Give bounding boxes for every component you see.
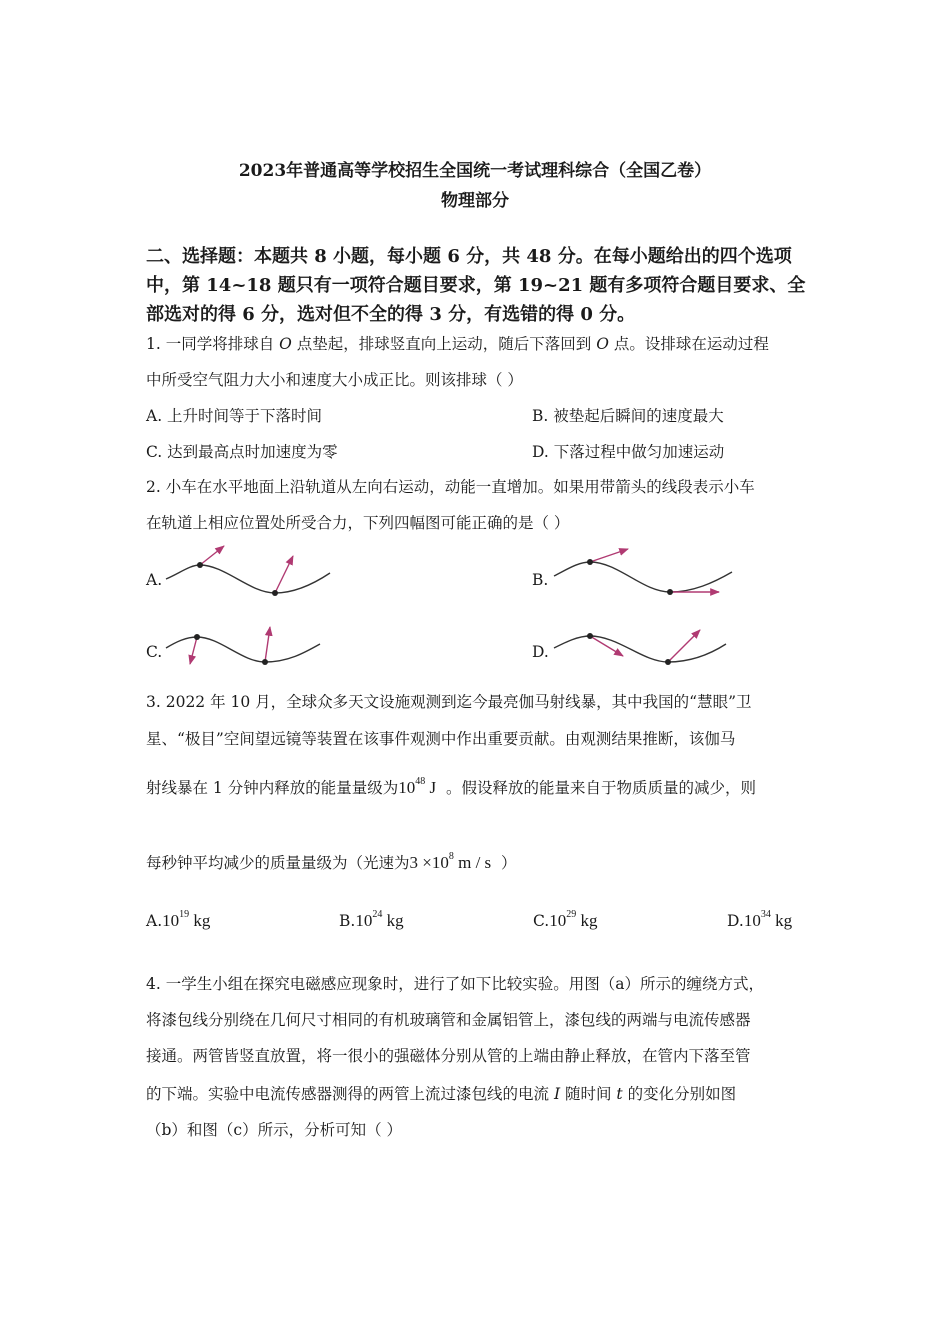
q3-stem-line2: 星、“极目”空间望远镜等装置在该事件观测中作出重要贡献。由观测结果推断，该伽马 [146, 730, 736, 748]
q3-stem-line4: 每秒钟平均减少的质量量级为（光速为$3 \times 10^8$ m / s ） [146, 851, 517, 872]
point-o-symbol: O [596, 335, 609, 353]
q4-stem-line3: 接通。两管皆竖直放置，将一很小的强磁体分别从管的上端由静止释放，在管内下落至管 [146, 1047, 751, 1065]
force-arrow [590, 549, 628, 562]
force-arrow [275, 556, 293, 593]
q3-option-b[interactable]: $B.10^{24}$ kg [339, 909, 404, 930]
force-arrow [668, 630, 700, 662]
force-arrow [200, 546, 224, 565]
track-curve [166, 565, 330, 593]
q1-option-c[interactable]: C. 达到最高点时加速度为零 [146, 443, 338, 461]
q4-stem-line1: 4. 一学生小组在探究电磁感应现象时，进行了如下比较实验。用图（a）所示的缠绕方式， [146, 975, 764, 993]
q2-option-c-label[interactable]: C. [146, 643, 163, 661]
car-dot [667, 589, 673, 595]
car-dot [665, 659, 671, 665]
section-heading-line1: 二、选择题：本题共 8 小题，每小题 6 分，共 48 分。在每小题给出的四个选项 [146, 246, 792, 267]
q4-stem-line2: 将漆包线分别绕在几何尺寸相同的有机玻璃管和金属铝管上，漆包线的两端与电流传感器 [146, 1011, 751, 1029]
q1-option-b[interactable]: B. 被垫起后瞬间的速度最大 [532, 407, 724, 425]
car-dot [272, 590, 278, 596]
q3-stem-line3: 射线暴在 1 分钟内释放的能量量级为$10^{48}$ J 。假设释放的能量来自于物质质量的减少，则 [146, 776, 756, 797]
force-arrow [190, 637, 197, 664]
point-o-symbol: O [279, 335, 292, 353]
car-dot [197, 562, 203, 568]
q2-stem-line2: 在轨道上相应位置处所受合力，下列四幅图可能正确的是（ ） [146, 514, 570, 532]
time-symbol: t [616, 1085, 623, 1103]
energy-expression: $10^{48}$ J [398, 776, 437, 797]
section-heading-line3: 部选对的得 6 分，选对但不全的得 3 分，有选错的得 0 分。 [146, 304, 636, 325]
q2-figure-a [160, 535, 340, 605]
car-dot [194, 634, 200, 640]
q1-option-d[interactable]: D. 下落过程中做匀加速运动 [532, 443, 725, 461]
exam-title: 2023年普通高等学校招生全国统一考试理科综合（全国乙卷） [238, 161, 712, 181]
track-curve [554, 636, 726, 662]
car-dot [587, 633, 593, 639]
q3-option-d[interactable]: $D.10^{34}$ kg [727, 909, 793, 930]
q2-figure-b [548, 535, 738, 605]
section-heading-line2: 中，第 14~18 题只有一项符合题目要求，第 19~21 题有多项符合题目要求、全 [146, 275, 806, 296]
exam-subtitle: 物理部分 [441, 191, 509, 211]
light-speed-expression: $3 \times 10^8$ m / s [409, 851, 492, 872]
q2-option-a-label[interactable]: A. [146, 571, 163, 589]
q3-option-a[interactable]: $A.10^{19}$ kg [146, 909, 211, 930]
track-curve [554, 562, 732, 592]
q3-stem-line1: 3. 2022 年 10 月，全球众多天文设施观测到迄今最亮伽马射线暴，其中我国的“慧眼”卫 [146, 693, 752, 711]
car-dot [587, 559, 593, 565]
q2-stem-line1: 2. 小车在水平地面上沿轨道从左向右运动，动能一直增加。如果用带箭头的线段表示小车 [146, 478, 755, 496]
q2-figure-d [548, 620, 738, 670]
car-dot [262, 659, 268, 665]
q2-option-d-label[interactable]: D. [532, 643, 549, 661]
q4-stem-line4: 的下端。实验中电流传感器测得的两管上流过漆包线的电流 I 随时间 t 的变化分别如图 [146, 1085, 737, 1103]
q3-option-c[interactable]: $C.10^{29}$ kg [533, 909, 598, 930]
force-arrow [265, 627, 270, 662]
q4-stem-line5: （b）和图（c）所示，分析可知（ ） [146, 1121, 403, 1139]
q1-stem-line1: 1. 一同学将排球自 O 点垫起，排球竖直向上运动，随后下落回到 O 点。设排球在运动过程 [146, 335, 769, 353]
track-curve [166, 637, 320, 662]
q2-option-b-label[interactable]: B. [532, 571, 549, 589]
q1-stem-line2: 中所受空气阻力大小和速度大小成正比。则该排球（ ） [146, 371, 523, 389]
q2-figure-c [160, 620, 340, 670]
q1-option-a[interactable]: A. 上升时间等于下落时间 [146, 407, 323, 425]
current-symbol: I [553, 1085, 561, 1103]
